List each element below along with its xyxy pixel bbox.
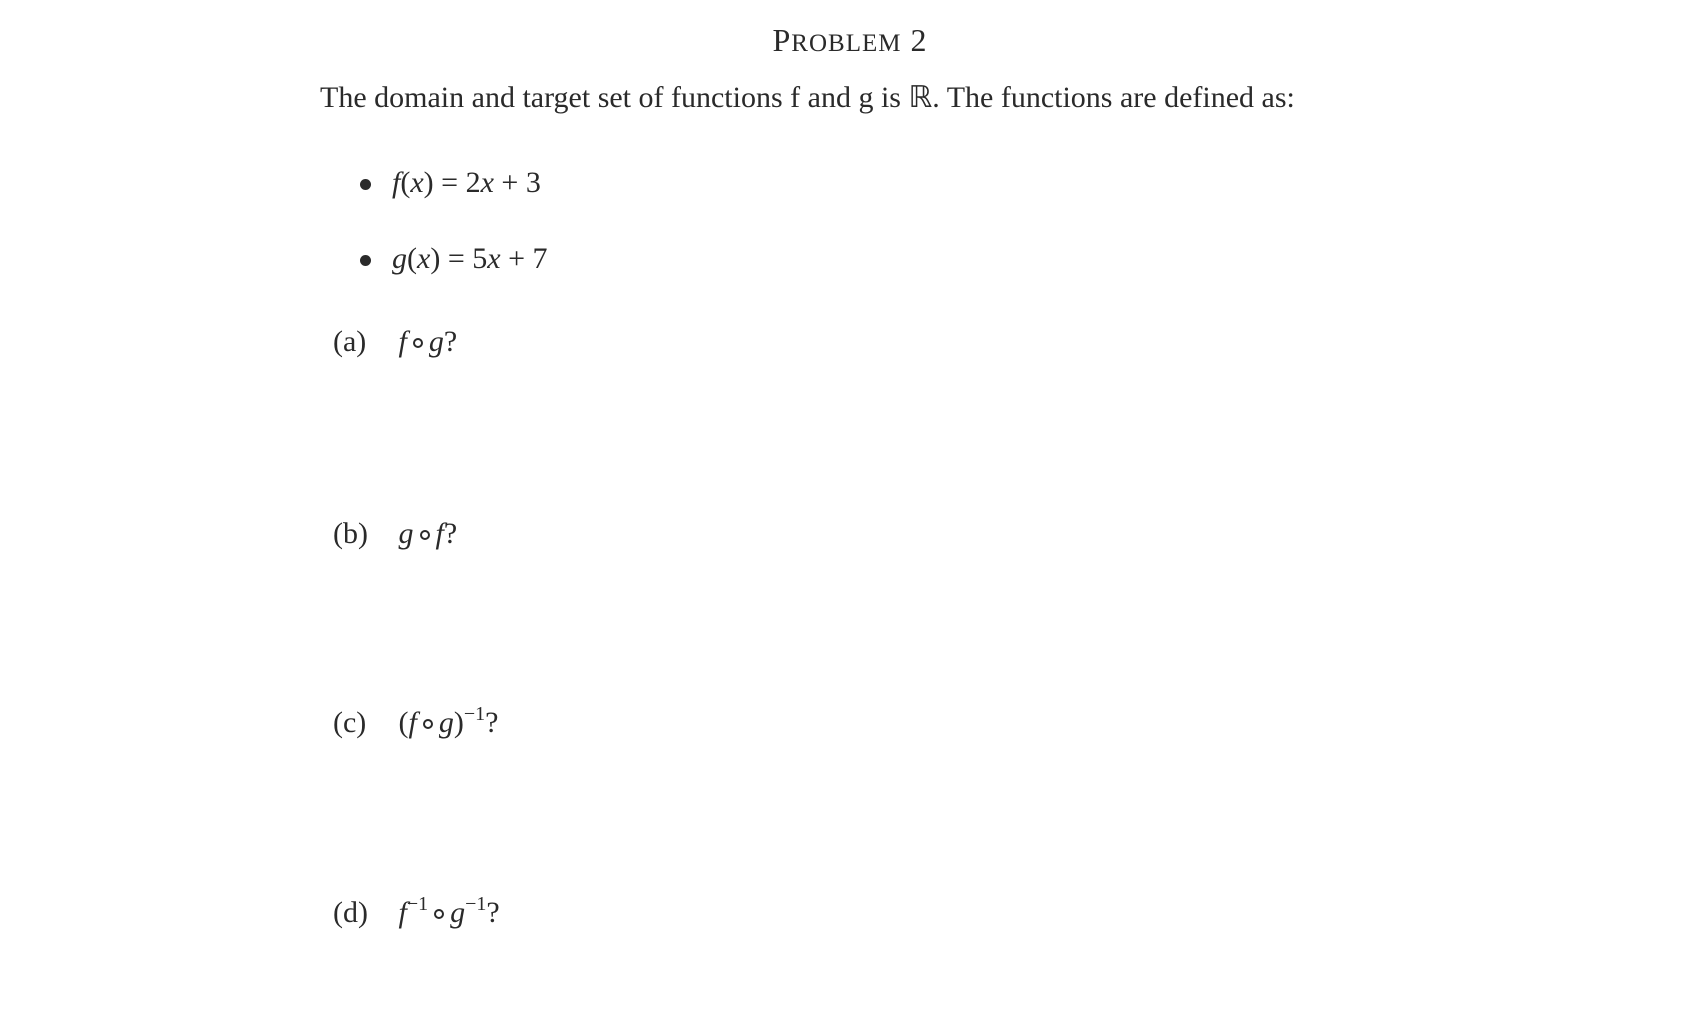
question-c: (c) (f g)$^{-1}$? — [333, 703, 498, 743]
bullet-icon — [360, 255, 371, 266]
definition-g: g(x) = 5x + 7 — [360, 239, 548, 315]
question-b: (b) g f? — [333, 514, 457, 554]
problem-title — [0, 22, 1700, 59]
title-number: 2 — [910, 22, 928, 58]
question-label: (b) — [333, 517, 368, 550]
compose-icon — [420, 530, 430, 540]
title-rest: ROBLEM — [791, 30, 902, 57]
inverse-exponent: −1 — [465, 893, 487, 915]
inverse-exponent: −1 — [406, 893, 429, 915]
problem-intro: The domain and target set of functions f and g is ℝ. The functions are defined as: — [320, 81, 1295, 114]
title-first-letter: P — [772, 22, 792, 58]
question-label: (d) — [333, 896, 368, 929]
question-label: (c) — [333, 706, 367, 739]
compose-icon — [413, 338, 423, 348]
bullet-icon — [360, 179, 371, 190]
compose-icon — [423, 719, 433, 729]
definition-f: f(x) = 2x + 3 — [360, 163, 548, 239]
inverse-exponent: −1 — [463, 703, 486, 725]
question-label: (a) — [333, 325, 367, 358]
compose-icon — [434, 909, 444, 919]
definition-list — [360, 163, 548, 315]
question-a: (a) f g? — [333, 322, 457, 362]
question-d: (d) $f^{-1}$ $g^{-1}$? — [333, 893, 500, 933]
